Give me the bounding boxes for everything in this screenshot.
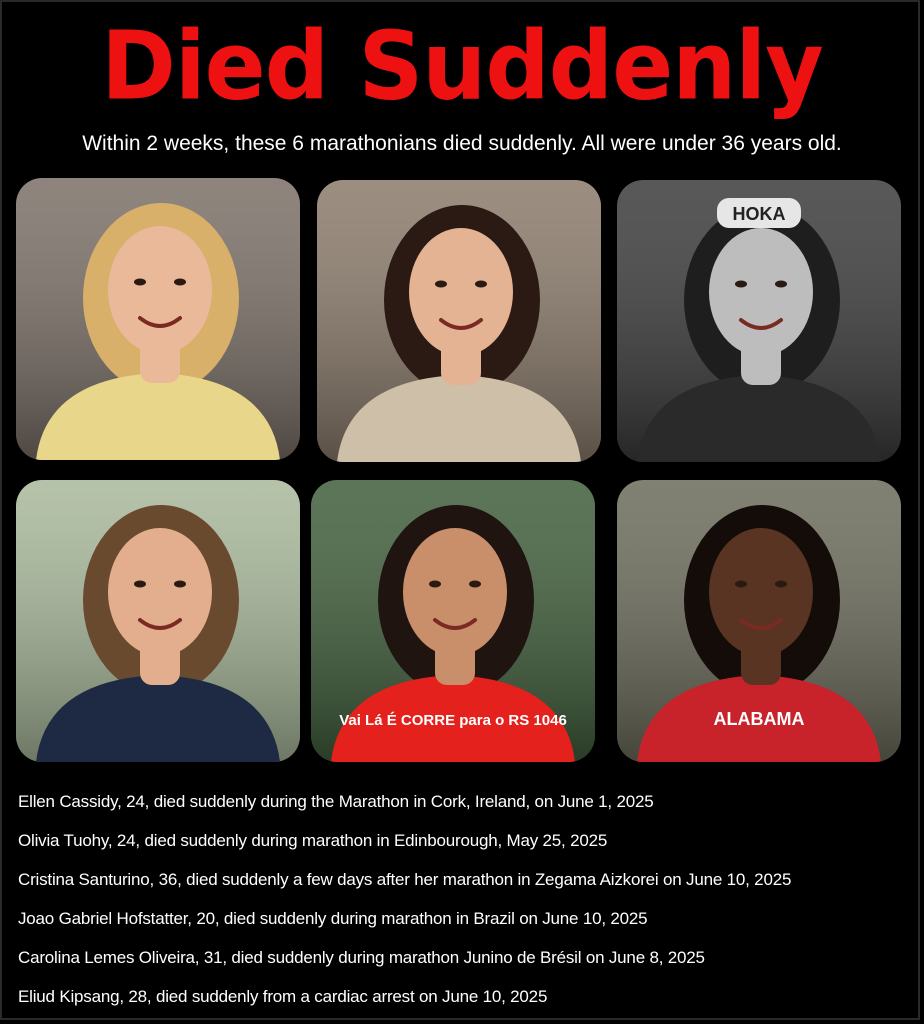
photo-olivia-tuohy [317,180,601,462]
caption-joao-gabriel-hofstatter: Joao Gabriel Hofstatter, 20, died suddenly during marathon in Brazil on June 10, 2025 [18,909,648,928]
caption-carolina-lemes-oliveira: Carolina Lemes Oliveira, 31, died suddenly during marathon Junino de Brésil on June 8, 2025 [18,948,705,967]
photo-joao-gabriel-hofstatter [311,480,595,762]
caption-olivia-tuohy: Olivia Tuohy, 24, died suddenly during marathon in Edinbourough, May 25, 2025 [18,831,608,850]
portrait-image [16,178,300,460]
portrait-image [617,180,901,462]
svg-text:Vai Lá É CORRE para o RS 1046: Vai Lá É CORRE para o RS 1046 [339,712,567,729]
portrait-image [617,480,901,762]
headline: Died Suddenly [101,11,823,122]
portrait-image [317,180,601,462]
caption-ellen-cassidy: Ellen Cassidy, 24, died suddenly during the Marathon in Cork, Ireland, on June 1, 2025 [18,792,654,811]
caption-eliud-kipsang: Eliud Kipsang, 28, died suddenly from a cardiac arrest on June 10, 2025 [18,987,548,1006]
caption-cristina-santurino: Cristina Santurino, 36, died suddenly a few days after her marathon in Zegama Aizkorei on June 10, 2025 [18,870,792,889]
portrait-image [16,480,300,762]
caption-list [18,782,918,1016]
photo-ellen-cassidy [16,178,300,460]
photo-carolina-lemes-oliveira [16,480,300,762]
photo-eliud-kipsang [617,480,901,762]
subheadline: Within 2 weeks, these 6 marathonians died suddenly. All were under 36 years old. [82,132,842,155]
svg-text:HOKA: HOKA [732,204,786,224]
portrait-image [311,480,595,762]
photo-cristina-santurino [617,180,901,462]
svg-text:ALABAMA: ALABAMA [713,709,805,729]
